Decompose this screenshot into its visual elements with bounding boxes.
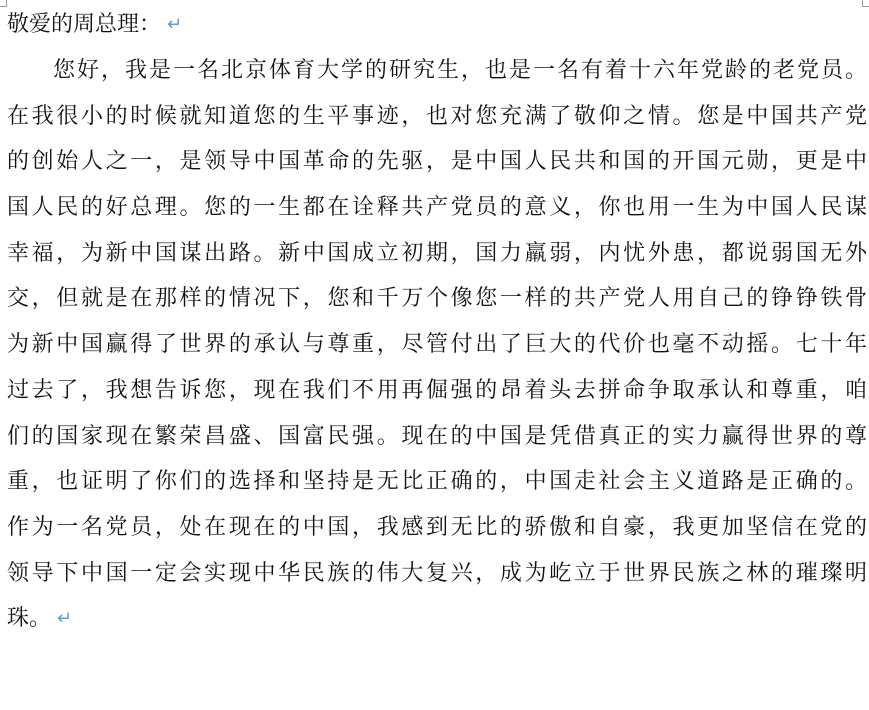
- body-line-last: [7, 596, 867, 642]
- body-line: 在我很小的时候就知道您的生平事迹，也对您充满了敬仰之情。您是中国共产党: [7, 103, 867, 129]
- body-line: 的创始人之一，是领导中国革命的先驱，是中国人民共和国的开国元勋，更是中: [7, 149, 867, 175]
- body-line: 领导下中国一定会实现中华民族的伟大复兴，成为屹立于世界民族之林的璀璨明: [7, 560, 867, 586]
- body-line: 作为一名党员，处在现在的中国，我感到无比的骄傲和自豪，我更加坚信在党的: [7, 514, 867, 540]
- body-line: 交，但就是在那样的情况下，您和千万个像您一样的共产党人用自己的铮铮铁骨: [7, 286, 867, 312]
- page-corner-mark-left: [0, 0, 7, 7]
- body-line: 为新中国赢得了世界的承认与尊重，尽管付出了巨大的代价也毫不动摇。七十年: [7, 332, 867, 358]
- body-line: 过去了，我想告诉您，现在我们不用再倔强的昂着头去拼命争取承认和尊重，咱: [7, 377, 867, 403]
- paragraph-mark-icon: ↵: [167, 14, 183, 35]
- body-line: 您好，我是一名北京体育大学的研究生，也是一名有着十六年党龄的老党员。: [53, 58, 867, 83]
- document-body[interactable]: [7, 2, 867, 642]
- closing-text: 珠。: [7, 606, 52, 632]
- body-line: 国人民的好总理。您的一生都在诠释共产党员的意义，你也用一生为中国人民谋: [7, 195, 867, 221]
- body-line: 幸福，为新中国谋出路。新中国成立初期，国力羸弱，内忧外患，都说弱国无外: [7, 240, 867, 266]
- body-line: 重，也证明了你们的选择和坚持是无比正确的，中国走社会主义道路是正确的。: [7, 469, 867, 495]
- paragraph-mark-icon: ↵: [57, 608, 73, 630]
- greeting-text: 敬爱的周总理：: [7, 12, 162, 37]
- body-line: 们的国家现在繁荣昌盛、国富民强。现在的中国是凭借真正的实力赢得世界的尊: [7, 423, 867, 449]
- greeting-line[interactable]: [7, 2, 867, 48]
